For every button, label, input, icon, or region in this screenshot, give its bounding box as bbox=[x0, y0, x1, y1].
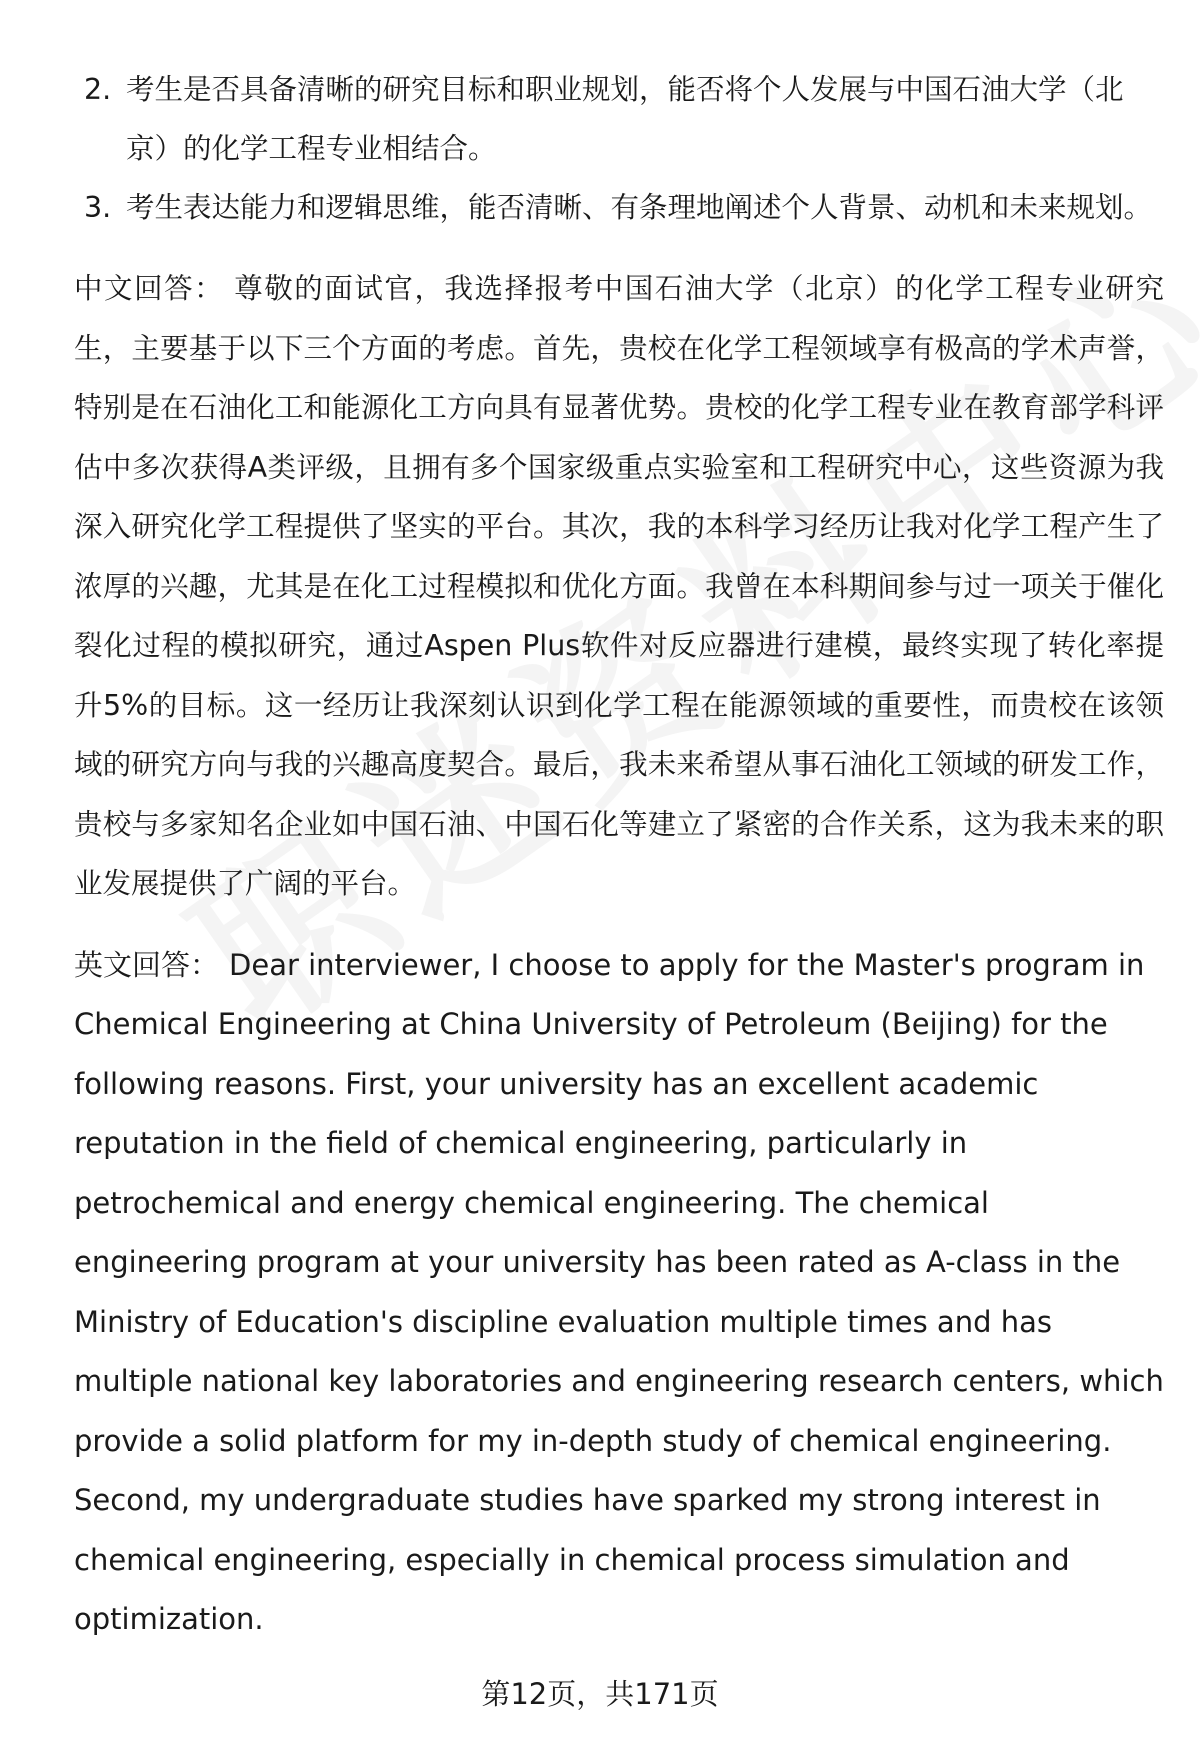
page-number-label: 第12页，共171页 bbox=[481, 1677, 719, 1711]
list-item-number: 3. bbox=[84, 191, 112, 224]
english-answer-text: Dear interviewer, I choose to apply for the Master's program in Chemical Engineering at China University of Petroleum (Beijing) for the following reasons. First, your university has an excellent academic reputation in the field of chemical engineering, particularly in petrochemical and energy chemical engineering. The chemical engineering program at your university has been rated as A-class in the Ministry of Education's discipline evaluation multiple times and has multiple national key laboratories and engineering research centers, which provide a solid platform for my in-depth study of chemical engineering. Second, my undergraduate studies have sparked my strong interest in chemical engineering, especially in chemical process simulation and optimization. bbox=[74, 947, 1164, 1636]
list-item-number: 2. bbox=[84, 73, 112, 106]
english-answer-paragraph bbox=[74, 936, 1164, 1650]
english-answer-label: 英文回答： bbox=[74, 947, 220, 982]
list-item bbox=[74, 178, 1164, 237]
list-item-text: 考生表达能力和逻辑思维，能否清晰、有条理地阐述个人背景、动机和未来规划。 bbox=[126, 191, 1153, 224]
chinese-answer-paragraph bbox=[74, 259, 1164, 914]
chinese-answer-label: 中文回答： bbox=[74, 272, 225, 305]
list-item bbox=[74, 60, 1164, 178]
document-page bbox=[74, 60, 1164, 1650]
page-footer bbox=[0, 1672, 1200, 1713]
chinese-answer-text: 尊敬的面试官，我选择报考中国石油大学（北京）的化学工程专业研究生，主要基于以下三个方面的考虑。首先，贵校在化学工程领域享有极高的学术声誉，特别是在石油化工和能源化工方向具有显著优势。贵校的化学工程专业在教育部学科评估中多次获得A类评级，且拥有多个国家级重点实验室和工程研究中心，这些资源为我深入研究化学工程提供了坚实的平台。其次，我的本科学习经历让我对化学工程产生了浓厚的兴趣，尤其是在化工过程模拟和优化方面。我曾在本科期间参与过一项关于催化裂化过程的模拟研究，通过Aspen Plus软件对反应器进行建模，最终实现了转化率提升5%的目标。这一经历让我深刻认识到化学工程在能源领域的重要性，而贵校在该领域的研究方向与我的兴趣高度契合。最后，我未来希望从事石油化工领域的研发工作，贵校与多家知名企业如中国石油、中国石化等建立了紧密的合作关系，这为我未来的职业发展提供了广阔的平台。 bbox=[74, 272, 1164, 900]
criteria-list bbox=[74, 60, 1164, 237]
list-item-text: 考生是否具备清晰的研究目标和职业规划，能否将个人发展与中国石油大学（北京）的化学工程专业相结合。 bbox=[126, 73, 1124, 165]
